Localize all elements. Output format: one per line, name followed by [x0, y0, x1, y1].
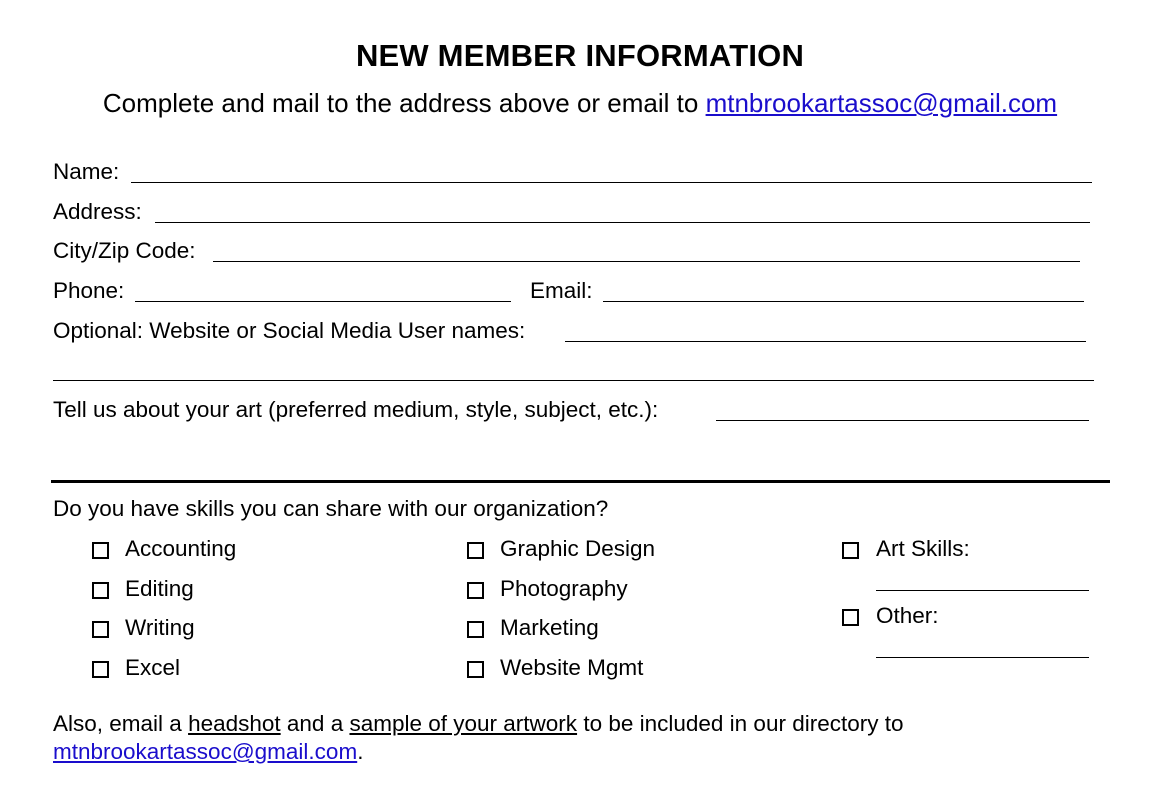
option-art-skills: Art Skills: — [876, 536, 970, 561]
footer-period: . — [357, 739, 364, 764]
art-skills-field[interactable] — [876, 590, 1089, 591]
checkbox-other[interactable] — [842, 609, 859, 626]
checkbox-excel[interactable] — [92, 661, 109, 678]
email-label: Email: — [530, 278, 593, 303]
option-writing: Writing — [125, 615, 195, 640]
email-link[interactable]: mtnbrookartassoc@gmail.com — [705, 88, 1058, 118]
art-label: Tell us about your art (preferred medium, style, subject, etc.): — [53, 397, 659, 422]
option-accounting: Accounting — [125, 536, 237, 561]
address-label: Address: — [53, 199, 142, 224]
checkbox-graphic-design[interactable] — [467, 542, 484, 559]
checkbox-marketing[interactable] — [467, 621, 484, 638]
section-divider — [51, 480, 1110, 483]
headshot-text: headshot — [188, 711, 281, 736]
name-field[interactable] — [131, 182, 1092, 183]
checkbox-website-mgmt[interactable] — [467, 661, 484, 678]
checkbox-accounting[interactable] — [92, 542, 109, 559]
option-editing: Editing — [125, 576, 194, 601]
instructions-text: Complete and mail to the address above or email to — [102, 88, 706, 118]
option-photography: Photography — [500, 576, 628, 601]
phone-field[interactable] — [135, 301, 511, 302]
phone-label: Phone: — [53, 278, 125, 303]
address-field[interactable] — [155, 222, 1090, 223]
option-website-mgmt: Website Mgmt — [500, 655, 644, 680]
footer-note — [53, 710, 1133, 766]
skills-question: Do you have skills you can share with our organization? — [53, 496, 609, 521]
footer-text-2: and a — [280, 711, 350, 736]
artwork-sample-text: sample of your artwork — [349, 711, 578, 736]
social-media-field-continued[interactable] — [53, 380, 1094, 381]
instructions — [0, 88, 1160, 119]
option-excel: Excel — [125, 655, 181, 680]
city-zip-field[interactable] — [213, 261, 1080, 262]
email-field[interactable] — [603, 301, 1084, 302]
footer-text-1: Also, email a — [53, 711, 189, 736]
footer-text-3: to be included in our directory to — [577, 711, 904, 736]
social-media-field[interactable] — [565, 341, 1086, 342]
checkbox-art-skills[interactable] — [842, 542, 859, 559]
option-graphic-design: Graphic Design — [500, 536, 656, 561]
optional-label: Optional: Website or Social Media User names: — [53, 318, 526, 343]
page-title: NEW MEMBER INFORMATION — [355, 38, 805, 73]
option-marketing: Marketing — [500, 615, 599, 640]
city-zip-label: City/Zip Code: — [53, 238, 196, 263]
art-field[interactable] — [716, 420, 1089, 421]
name-label: Name: — [53, 159, 120, 184]
footer-email-link[interactable]: mtnbrookartassoc@gmail.com — [53, 739, 358, 764]
checkbox-photography[interactable] — [467, 582, 484, 599]
checkbox-editing[interactable] — [92, 582, 109, 599]
checkbox-writing[interactable] — [92, 621, 109, 638]
other-field[interactable] — [876, 657, 1089, 658]
option-other: Other: — [876, 603, 939, 628]
